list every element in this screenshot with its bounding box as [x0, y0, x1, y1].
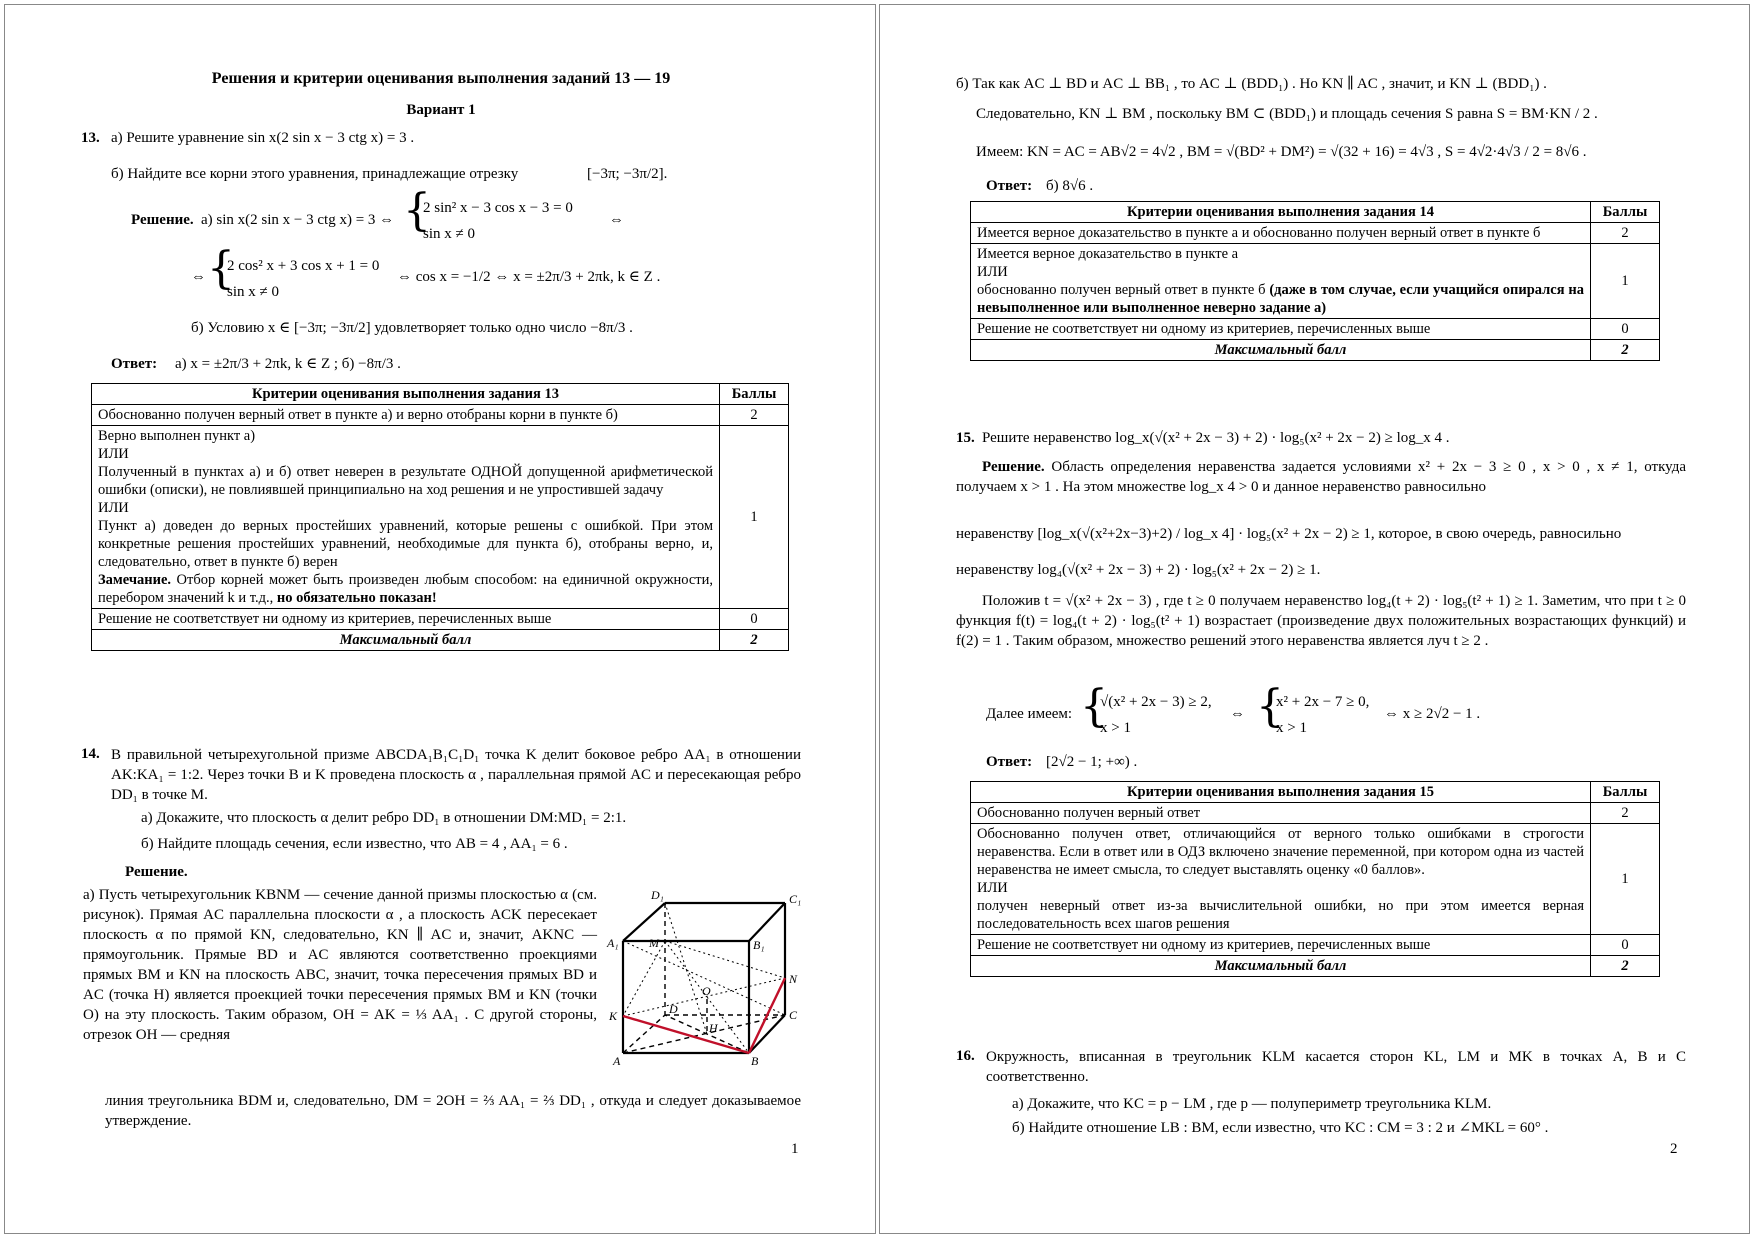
criterion-points: 1: [1591, 244, 1660, 319]
system-2-line-2: sin x ≠ 0: [227, 284, 279, 300]
criterion-points: 1: [720, 426, 789, 609]
system-2-result: ⇔ cos x = −1/2 ⇔ x = ±2π/3 + 2πk, k ∈ Z .: [397, 269, 661, 285]
task-14-solution-label: Решение.: [125, 864, 188, 880]
table-row: [971, 803, 1660, 824]
task-13-solution-label: Решение.: [131, 212, 194, 228]
label-C1: C₁: [789, 892, 802, 906]
criterion-points: 0: [1591, 935, 1660, 956]
edge-BC: [749, 1015, 785, 1053]
system-brace-2: {: [207, 243, 235, 294]
header-points: Баллы: [720, 384, 789, 405]
page-1: [4, 4, 876, 1234]
system-brace-3: {: [1080, 681, 1108, 732]
criterion-text: [92, 426, 720, 609]
criterion-line: получен неверный ответ из-за вычислительной ошибки, но при этом имеется верная последовательность всех шагов решения: [977, 898, 1584, 932]
task-16-statement: Окружность, вписанная в треугольник KLM касается сторон KL, LM и MK в точках A, B и C соответственно.: [986, 1049, 1686, 1085]
task-15-statement: Решите неравенство log_x(√(x² + 2x − 3) + 2) · log₅(x² + 2x − 2) ≥ log_x 4 .: [982, 430, 1450, 446]
criterion-line: Пункт а) доведен до верных простейших уравнений, которые решены с ошибкой. При этом конкретные решения простейших уравнений, необходимые для пункта б), отобраны верно, и, следовательно, ответ в пункте б) верен: [98, 518, 713, 570]
criterion-points: 0: [1591, 319, 1660, 340]
task-14-solution-text: а) Пусть четырехугольник KBNM — сечение данной призмы плоскостью α (см. рисунок). Прямая AC параллельна плоскости α , а плоскость ACK пересекает плоскость α по прямой KN, следовательно, KN ∥ AC и, значит, AKNC — прямоугольник. Прямые BD и AC являются соответственно проекциями прямых BM и KN на плоскость ABC, значит, точка пересечения прямых BD и AC (точка H) является проекцией точки пересечения прямых BM и KN (точки O) на эту плоскость. Таким образом, OH = AK = ⅓ AA₁ . С другой стороны, отрезок OH — средняя: [83, 887, 597, 1043]
header-criteria: Критерии оценивания выполнения задания 14: [971, 202, 1591, 223]
table-row: [971, 223, 1660, 244]
criterion-text: Решение не соответствует ни одному из критериев, перечисленных выше: [92, 609, 720, 630]
criterion-line: Обоснованно получен ответ, отличающийся от верного только ошибками в строгости неравенства. Если в ответ или в ОДЗ включено значение переменной, при котором одна из частей неравенства не имеет смысла, то следует выставлять оценку «0 баллов».: [977, 826, 1584, 878]
task-16-part-b: б) Найдите отношение LB : BM, если известно, что KC : CM = 3 : 2 и ∠MKL = 60° .: [1012, 1120, 1549, 1136]
criterion-line: ИЛИ: [977, 264, 1008, 280]
max-points: 2: [1591, 340, 1660, 361]
label-B1: B₁: [753, 938, 765, 952]
criterion-points: 2: [720, 405, 789, 426]
criterion-text: [971, 824, 1591, 935]
label-K: K: [609, 1009, 618, 1023]
table-row: [971, 319, 1660, 340]
diag-AC: [623, 1015, 785, 1053]
label-D: D: [669, 1002, 678, 1016]
max-label: Максимальный балл: [971, 956, 1591, 977]
table-max-row: [971, 956, 1660, 977]
task-14-answer: б) 8√6 .: [1046, 178, 1094, 194]
task-16-number: 16.: [956, 1048, 975, 1064]
task-14-part-a: а) Докажите, что плоскость α делит ребро DD₁ в отношении DM:MD₁ = 2:1.: [141, 810, 627, 826]
table-row: [92, 609, 789, 630]
task-15-further: Далее имеем:: [986, 706, 1073, 722]
task-15-solution-label: Решение.: [982, 459, 1045, 475]
max-points: 2: [720, 630, 789, 651]
criterion-points: 1: [1591, 824, 1660, 935]
criterion-line: ИЛИ: [98, 446, 129, 462]
system-3-line-2: x > 1: [1100, 720, 1131, 736]
table-row: [971, 244, 1660, 319]
task-13-number: 13.: [81, 130, 100, 146]
label-B: B: [751, 1054, 759, 1068]
section-KB: [623, 1016, 749, 1053]
edge-B1C1: [749, 903, 785, 941]
task-14-answer-label: Ответ:: [986, 178, 1033, 194]
table-max-row: [92, 630, 789, 651]
label-N: N: [789, 972, 798, 986]
page-2: [879, 4, 1750, 1234]
system-1-line-1: 2 sin² x − 3 cos x − 3 = 0: [423, 200, 573, 216]
task-16-part-a: а) Докажите, что KC = p − LM , где p — полупериметр треугольника KLM.: [1012, 1096, 1492, 1112]
system-equiv: ⇔: [1230, 706, 1245, 722]
task-15-solution-p1c: неравенству log₄(√(x² + 2x − 3) + 2) · log₅(x² + 2x − 2) ≥ 1.: [956, 562, 1321, 578]
system-1-line-2: sin x ≠ 0: [423, 226, 475, 242]
label-A: A: [613, 1054, 621, 1068]
table-row: [92, 426, 789, 609]
page-title: Решения и критерии оценивания выполнения заданий 13 — 19: [211, 70, 671, 87]
task-14b-line-3: Имеем: KN = AC = AB√2 = 4√2 , BM = √(BD² + DM²) = √(32 + 16) = 4√3 , S = 4√2·4√3 / 2 = 8√6 .: [976, 144, 1587, 160]
criterion-line: Имеется верное доказательство в пункте а: [977, 246, 1239, 262]
header-criteria: Критерии оценивания выполнения задания 13: [92, 384, 720, 405]
system-2-line-1: 2 cos² x + 3 cos x + 1 = 0: [227, 258, 380, 274]
criterion-line: [977, 281, 1584, 317]
task-14b-line-2: Следовательно, KN ⊥ BM , поскольку BM ⊂ (BDD₁) и площадь сечения S равна S = BM·KN / 2 .: [976, 106, 1598, 122]
criterion-text: Обоснованно получен верный ответ в пункте а) и верно отобраны корни в пункте б): [92, 405, 720, 426]
table-header: [92, 384, 789, 405]
header-criteria: Критерии оценивания выполнения задания 15: [971, 782, 1591, 803]
table-header: [971, 782, 1660, 803]
criterion-points: 2: [1591, 223, 1660, 244]
header-points: Баллы: [1591, 202, 1660, 223]
edge-AD: [623, 1015, 665, 1053]
task-15-result: ⇔ x ≥ 2√2 − 1 .: [1384, 706, 1481, 722]
section-MK: [623, 941, 665, 1016]
task-14-number: 14.: [81, 746, 100, 762]
criterion-points: 2: [1591, 803, 1660, 824]
system-2-equiv: ⇔: [191, 269, 206, 285]
task-14b-line-1: б) Так как AC ⊥ BD и AC ⊥ BB₁ , то AC ⊥ (BDD₁) . Но KN ∥ AC , значит, и KN ⊥ (BDD₁) .: [956, 76, 1547, 92]
table-max-row: [971, 340, 1660, 361]
label-A1: A₁: [607, 936, 619, 950]
task-15-answer: [2√2 − 1; +∞) .: [1046, 754, 1138, 770]
task-13-answer: а) x = ±2π/3 + 2πk, k ∈ Z ; б) −8π/3 .: [175, 356, 401, 372]
criterion-line: ИЛИ: [98, 500, 129, 516]
criterion-line: Полученный в пунктах а) и б) ответ неверен в результате ОДНОЙ допущенной арифметической ошибки (описки), не повлиявшей принципиально на ход решения и не упростившей задачу: [98, 464, 713, 498]
variant-title: Вариант 1: [406, 102, 476, 118]
task-15-solution-p1-text: Область определения неравенства задается условиями x² + 2x − 3 ≥ 0 , x > 0 , x ≠ 1, откуда получаем x > 1 . На этом множестве log_x 4 > 0 и данное неравенство равносильно: [956, 459, 1686, 495]
system-4-line-1: x² + 2x − 7 ≥ 0,: [1276, 694, 1370, 710]
note-text: Отбор корней может быть произведен любым способом: на единичной окружности, перебором значений k и т.д.,: [98, 572, 713, 606]
section-MN: [665, 941, 785, 978]
label-H: H: [709, 1021, 718, 1035]
task-15-answer-label: Ответ:: [986, 754, 1033, 770]
table-header: [971, 202, 1660, 223]
system-brace-1: {: [403, 185, 431, 236]
task-14-solution-tail: линия треугольника BDM и, следовательно, DM = 2OH = ⅔ AA₁ = ⅔ DD₁ , откуда и следует доказываемое утверждение.: [105, 1093, 801, 1129]
criteria-table-14: [970, 201, 1660, 361]
max-label: Максимальный балл: [971, 340, 1591, 361]
criterion-text: Решение не соответствует ни одному из критериев, перечисленных выше: [971, 319, 1591, 340]
task-15-solution-p1: [956, 457, 1686, 497]
note-label: Замечание.: [98, 572, 172, 588]
label-D1: D₁: [651, 888, 664, 902]
max-label: Максимальный балл: [92, 630, 720, 651]
page-number: 2: [1670, 1141, 1678, 1157]
criteria-table-15: [970, 781, 1660, 977]
system-brace-4: {: [1256, 681, 1284, 732]
criterion-text: [971, 244, 1591, 319]
criterion-line: Верно выполнен пункт а): [98, 428, 256, 444]
criterion-note: [98, 571, 713, 607]
criterion-text: Решение не соответствует ни одному из критериев, перечисленных выше: [971, 935, 1591, 956]
table-row: [92, 405, 789, 426]
note-bold: но обязательно показан!: [273, 590, 437, 606]
max-points: 2: [1591, 956, 1660, 977]
system-1-equiv: ⇔: [609, 212, 624, 228]
table-row: [971, 824, 1660, 935]
system-3-line-1: √(x² + 2x − 3) ≥ 2,: [1100, 694, 1212, 710]
task-13-part-a: а) Решите уравнение sin x(2 sin x − 3 ctg x) = 3 .: [111, 130, 415, 146]
task-13-solution-b: б) Условию x ∈ [−3π; −3π/2] удовлетворяет только одно число −8π/3 .: [191, 320, 633, 336]
page-number: 1: [791, 1141, 799, 1157]
label-M: M: [649, 936, 659, 950]
task-15-number: 15.: [956, 430, 975, 446]
header-points: Баллы: [1591, 782, 1660, 803]
criterion-points: 0: [720, 609, 789, 630]
task-15-solution-p2: Положив t = √(x² + 2x − 3) , где t ≥ 0 получаем неравенство log₄(t + 2) · log₅(t² + 1) ≥ 1. Заметим, что при t ≥ 0 функция f(t) = log₄(t + 2) · log₅(t² + 1) возрастает (произведение двух положительных возрастающих функций) и f(2) = 1 . Таким образом, множество решений этого неравенства является луч t ≥ 2 .: [956, 593, 1686, 649]
criterion-bold: (даже в том случае, если учащийся опирался на невыполненное или выполненное неверно задание а): [977, 282, 1584, 316]
label-O: O: [702, 984, 711, 998]
criterion-text: Обоснованно получен верный ответ: [971, 803, 1591, 824]
task-14-statement: В правильной четырехугольной призме ABCDA₁B₁C₁D₁ точка K делит боковое ребро AA₁ в отношении AK:KA₁ = 1:2. Через точки B и K проведена плоскость α , параллельная прямой AC и пересекающая ребро DD₁ в точке M.: [111, 747, 801, 803]
aux-A1C: [623, 941, 785, 1015]
prism-figure: [601, 889, 815, 1069]
task-13-interval: [−3π; −3π/2].: [587, 166, 668, 182]
criterion-text: Имеется верное доказательство в пункте а и обоснованно получен верный ответ в пункте б: [971, 223, 1591, 244]
criteria-table-13: [91, 383, 789, 651]
section-BN: [749, 978, 785, 1053]
label-C: C: [789, 1008, 798, 1022]
task-13-solution-a: а) sin x(2 sin x − 3 ctg x) = 3 ⇔: [201, 212, 395, 228]
criterion-plain: обоснованно получен верный ответ в пункте б: [977, 282, 1266, 298]
task-13-answer-label: Ответ:: [111, 356, 158, 372]
task-15-solution-p1b: неравенству [log_x(√(x²+2x−3)+2) / log_x 4] · log₅(x² + 2x − 2) ≥ 1, которое, в свою очередь, равносильно: [956, 526, 1622, 542]
table-row: [971, 935, 1660, 956]
task-14-part-b: б) Найдите площадь сечения, если известно, что AB = 4 , AA₁ = 6 .: [141, 836, 568, 852]
criterion-line: ИЛИ: [977, 880, 1008, 896]
system-4-line-2: x > 1: [1276, 720, 1307, 736]
task-13-part-b: б) Найдите все корни этого уравнения, принадлежащие отрезку: [111, 166, 519, 182]
